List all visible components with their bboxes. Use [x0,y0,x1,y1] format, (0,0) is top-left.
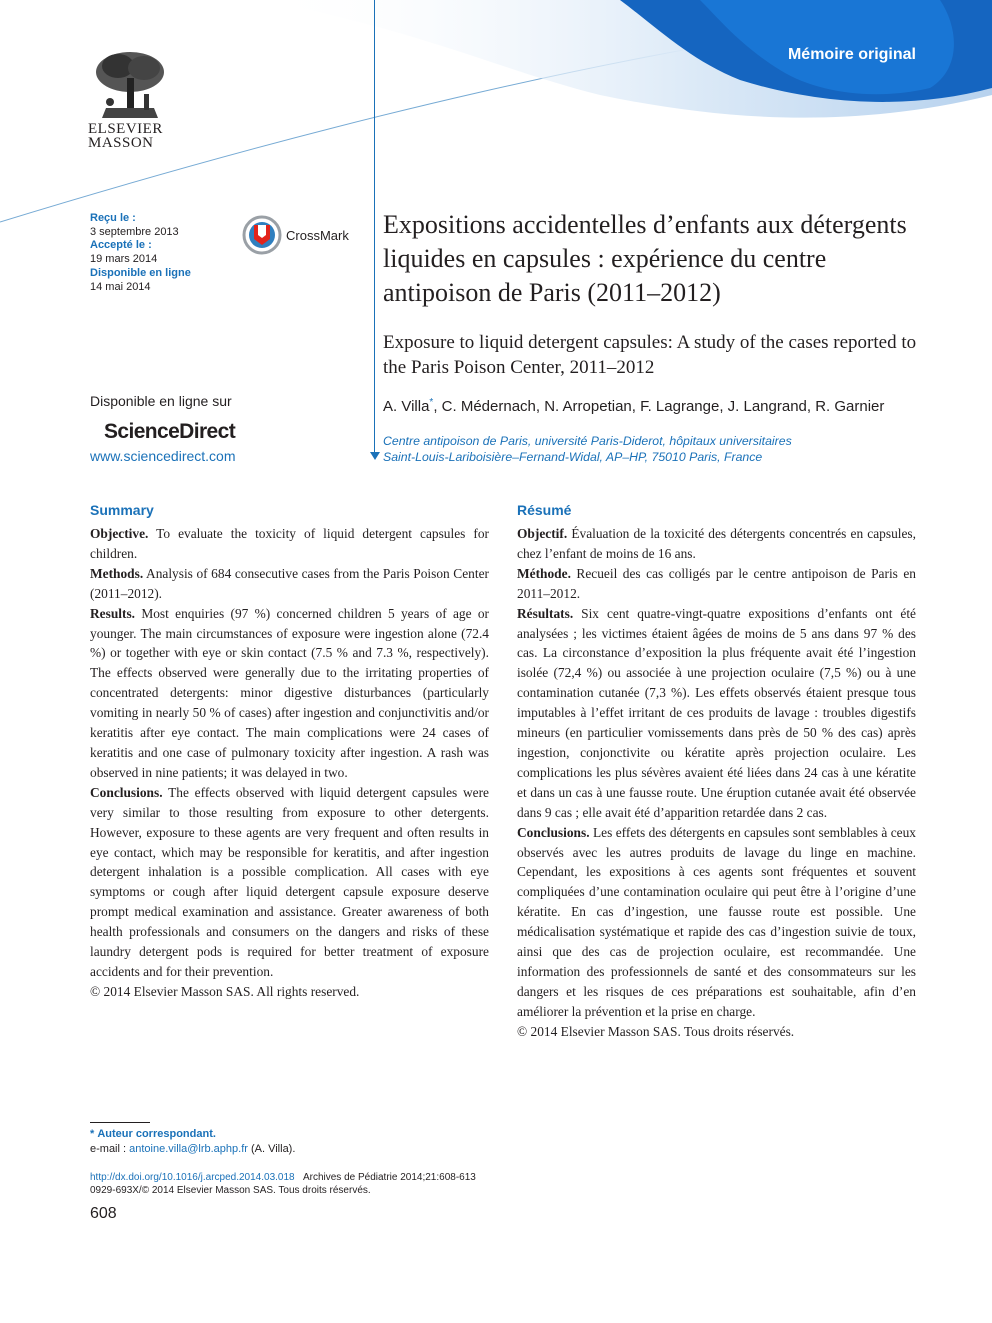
summary-objective-label: Objective. [90,526,149,541]
resume-results-label: Résultats. [517,605,574,621]
summary-methods [90,564,489,604]
summary-results-label: Results. [90,605,136,621]
summary-methods-label: Methods. [90,565,144,581]
received-date: 3 septembre 2013 [90,225,179,238]
author-email-link[interactable]: antoine.villa@lrb.aphp.fr [129,1143,248,1155]
resume-conclusions [517,823,916,1022]
resume-conclusions-text: Les effets des détergents en capsules sont semblables à ceux observés avec les autres produits de lavage du linge en machine. Cependant, les expositions à ces agents sont fréquentes et souvent compliquées d’une contamination oculaire qui peut être à l’origine d’une kératite. En cas d’ingestion, une fausse route est possible. Une médicalisation systématique et rapide des cas d’ingestion suivie de toux, ainsi que des cas de projection oculaire, est recommandée. Une information des professionnels de santé et des consommateurs sur les dangers et les risques de ces préparations est souhaitable, afin d’en améliorer la prévention et la prise en charge. [517,824,916,1019]
article-title-fr: Expositions accidentelles d’enfants aux détergents liquides en capsules : expérience du centre antipoison de Paris (2011–2012) [383,210,907,307]
footnote-rule [90,1122,150,1123]
corresponding-mark[interactable]: * [429,397,434,408]
page-number: 608 [90,1205,117,1222]
resume-methods [517,564,916,604]
arrow-down-icon [370,452,380,460]
online-label: Disponible en ligne [90,266,191,279]
summary-copyright: © 2014 Elsevier Masson SAS. All rights reserved. [90,983,360,999]
author-first: A. Villa [383,398,430,415]
article-dates [90,212,191,294]
crossmark-badge[interactable] [242,214,354,256]
author-rest: , C. Médernach, N. Arropetian, F. Lagrange, J. Langrand, R. Garnier [433,398,885,415]
doi-link[interactable]: http://dx.doi.org/10.1016/j.arcped.2014.03.018 [90,1172,295,1183]
summary-objective-text: To evaluate the toxicity of liquid detergent capsules for children. [90,526,489,561]
summary-results [90,604,489,783]
vertical-divider [374,0,375,455]
crossmark-icon [242,215,282,255]
sciencedirect-logo[interactable]: ScienceDirect [104,420,236,443]
resume-methods-text: Recueil des cas colligés par le centre antipoison de Paris en 2011–2012. [517,565,916,601]
author-list [383,397,923,415]
sciencedirect-url-link[interactable]: www.sciencedirect.com [90,448,236,464]
online-date: 14 mai 2014 [90,280,151,293]
footnote [90,1127,295,1157]
crossmark-label: CrossMark [286,227,349,243]
email-suffix: (A. Villa). [250,1143,296,1155]
bibliographic-info [90,1171,476,1197]
available-online-label: Disponible en ligne sur [90,393,232,409]
footnote-mark: * [90,1128,95,1140]
footnote-label: Auteur correspondant. [97,1128,216,1140]
elsevier-tree-icon [88,48,170,122]
accepted-date: 19 mars 2014 [90,253,158,266]
summary-column [90,500,489,1002]
publisher-name-line1: ELSEVIER [88,121,163,137]
summary-conclusions-label: Conclusions. [90,784,163,800]
resume-conclusions-label: Conclusions. [517,824,590,840]
resume-objective-label: Objectif. [517,526,568,541]
summary-heading: Summary [90,502,154,518]
summary-results-text: Most enquiries (97 %) concerned children 5 years of age or younger. The main circumstances of exposure were ingestion alone (72.4 %) or together with eye or skin contact (7.5 % and 7.3 %, respectively). The effects observed were generally due to the irritating properties of concentrated detergents: minor digestive disturbances (particularly vomiting in nearly 50 % of cases) after ingestion and conjunctivitis and/or keratitis after eye contact. The main complications were 24 cases of keratitis and one case of pulmonary toxicity after ingestion. A rash was observed in nine patients; it was delayed in two. [90,605,489,780]
received-label: Reçu le : [90,212,136,224]
resume-objective [517,524,916,564]
resume-results-text: Six cent quatre-vingt-quatre expositions d’enfants ont été analysées ; les victimes étaient âgées de moins de 5 ans dans 97 % des cas. La circonstance d’exposition la plus fréquente avait été l’ingestion isolée (72,4 %) ou associée à une projection oculaire (7,5 %) ou à une contamination cutanée (7,3 %). Les effets observés étaient presque tous imputables à l’effet irritant de ces produits de lavage : troubles digestifs mineurs (en particulier vomissements dans près de 50 % des cas) après ingestion, conjonctivite ou kératite après projection oculaire. Les complications les plus sévères avaient été liées dans 24 cas à une kératite et dans un cas à une fausse route. Une éruption cutanée avait été observée dans 9 cas ; elle avait été d’apparition retardée dans 2 cas. [517,605,916,820]
publisher-name-line2: MASSON [88,135,154,151]
accepted-label: Accepté le : [90,239,152,252]
resume-copyright: © 2014 Elsevier Masson SAS. Tous droits réservés. [517,1023,795,1039]
affiliation-line1: Centre antipoison de Paris, université Paris-Diderot, hôpitaux universitaires [383,434,792,448]
publisher-logo [88,48,170,156]
article-type-label: Mémoire original [787,46,916,63]
affiliation-line2: Saint-Louis-Lariboisière–Fernand-Widal, AP–HP, 75010 Paris, France [383,450,763,464]
journal-citation: Archives de Pédiatrie 2014;21:608-613 [302,1172,476,1183]
resume-results [517,604,916,823]
resume-heading: Résumé [517,502,572,518]
summary-objective [90,524,489,564]
resume-objective-text: Évaluation de la toxicité des détergents concentrés en capsules, chez l’enfant de moins de 16 ans. [517,526,916,561]
summary-conclusions [90,783,489,982]
email-label: e-mail : [90,1143,127,1155]
summary-methods-text: Analysis of 684 consecutive cases from the Paris Poison Center (2011–2012). [90,565,489,601]
article-title-en: Exposure to liquid detergent capsules: A study of the cases reported to the Paris Poison Center, 2011–2012 [383,332,917,378]
resume-methods-label: Méthode. [517,565,571,581]
summary-conclusions-text: The effects observed with liquid detergent capsules were very similar to those resulting from exposure to other detergents. However, exposure to these agents are very frequent and often results in eye contact, which may be responsible for keratitis, and after ingestion detergent inhalation is a possible complication. All cases with eye symptoms or cough after liquid detergent capsule exposure deserve prompt medical examination and assistance. Greater awareness of both health professionals and consumers on the dangers and risks of these laundry detergent pods is required for better treatment of exposure accidents and for their prevention. [90,784,489,979]
affiliation [383,433,903,465]
resume-column [517,500,916,1042]
issn-line: 0929-693X/© 2014 Elsevier Masson SAS. Tous droits réservés. [90,1185,371,1196]
